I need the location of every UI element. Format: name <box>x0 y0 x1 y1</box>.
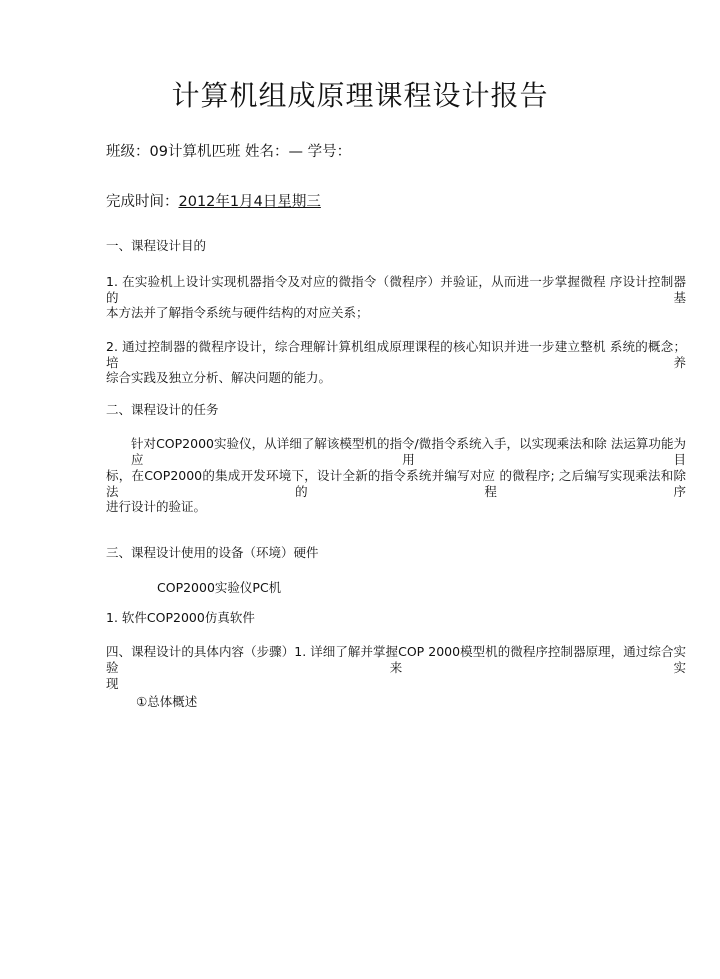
hardware-line: COP2000实验仪PC机 <box>157 580 282 595</box>
software-line: 1. 软件COP2000仿真软件 <box>106 610 255 625</box>
paragraph-line: 综合实践及独立分析、解决问题的能力。 <box>106 370 332 385</box>
paragraph-line: 1. 在实验机上设计实现机器指令及对应的微指令（微程序）并验证，从而进一步掌握微程 序设计控制器的基 <box>106 274 686 305</box>
paragraph-line: 现 <box>106 676 119 691</box>
section-4-heading-line: 四、课程设计的具体内容（步骤）1. 详细了解并掌握COP 2000模型机的微程序控制器原理，通过综合实验来实 <box>106 644 686 675</box>
section-1-heading: 一、课程设计目的 <box>106 238 207 253</box>
completion-time-line <box>106 193 321 211</box>
completion-time-value: 2012年1月4日星期三 <box>178 194 321 210</box>
completion-time-label: 完成时间： <box>106 194 179 210</box>
document-title: 计算机组成原理课程设计报告 <box>171 79 549 112</box>
paragraph-line: 2. 通过控制器的微程序设计，综合理解计算机组成原理课程的核心知识并进一步建立整机 系统的概念；培养 <box>106 339 686 370</box>
paragraph-line: 针对COP2000实验仪，从详细了解该模型机的指令/微指令系统入手，以实现乘法和除 法运算功能为应用目 <box>131 436 686 467</box>
paragraph-line: 标，在COP2000的集成开发环境下，设计全新的指令系统并编写对应 的微程序; 之后编写实现乘法和除法的程序 <box>106 468 686 499</box>
section-3-heading: 三、课程设计使用的设备（环境）硬件 <box>106 545 319 560</box>
class-info-line: 班级：09计算机匹班 姓名：— 学号： <box>106 144 352 160</box>
paragraph-line: 本方法并了解指令系统与硬件结构的对应关系； <box>106 305 369 320</box>
section-2-heading: 二、课程设计的任务 <box>106 402 219 417</box>
subsection-overview: ①总体概述 <box>136 694 198 709</box>
paragraph-line: 进行设计的验证。 <box>106 499 207 514</box>
